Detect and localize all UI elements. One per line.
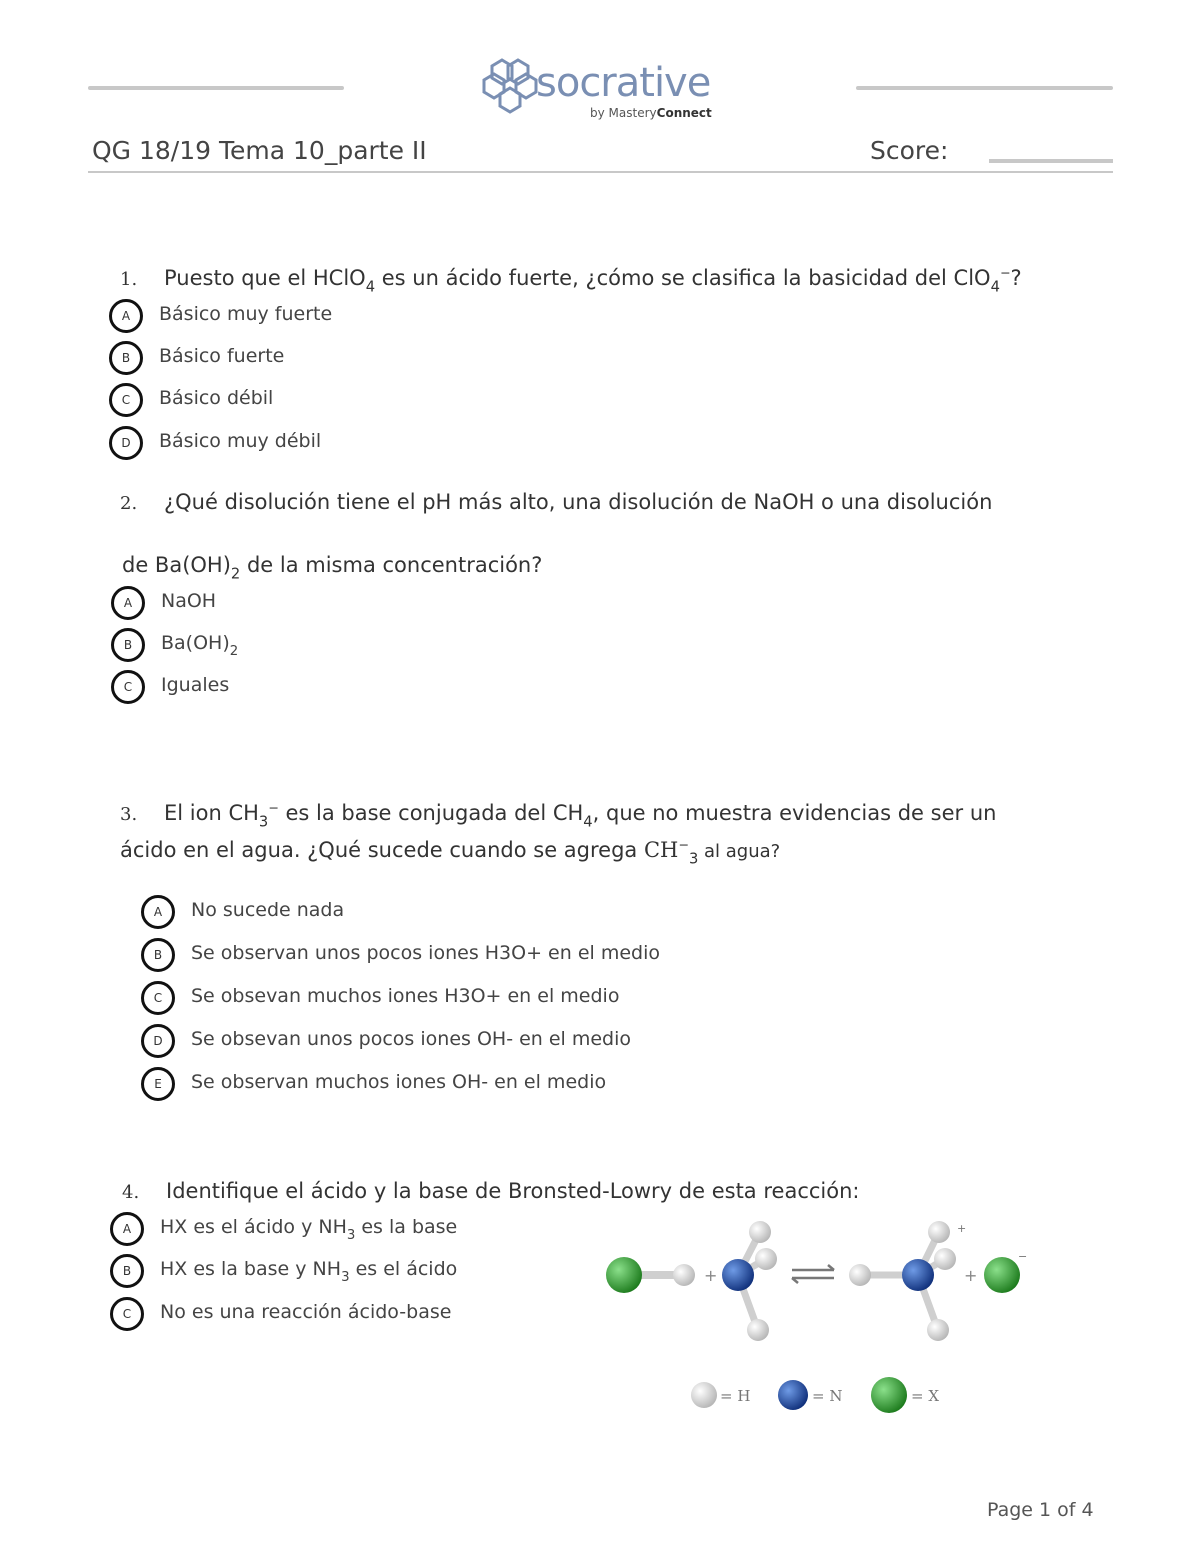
option-circle[interactable]: C: [109, 383, 143, 417]
plus-sign: +: [704, 1266, 718, 1285]
option-circle[interactable]: A: [110, 1212, 144, 1246]
legend-x-label: = X: [911, 1387, 940, 1405]
h-atom: [673, 1264, 695, 1286]
option-circle[interactable]: D: [109, 426, 143, 460]
option-circle[interactable]: E: [141, 1067, 175, 1101]
legend-x-atom: [871, 1377, 907, 1413]
option-circle[interactable]: A: [109, 299, 143, 333]
nh3-molecule: [722, 1221, 777, 1341]
legend-n-label: = N: [812, 1387, 843, 1405]
question-1: 1. Puesto que el HClO$_4$ es un ácido fuerte, ¿cómo se clasifica la basicidad del ClO$_4$−?: [120, 265, 1022, 296]
question-2-line1: 2. ¿Qué disolución tiene el pH más alto, una disolución de NaOH o una disolución: [120, 490, 993, 514]
option-circle[interactable]: B: [111, 628, 145, 662]
quiz-title: QG 18/19 Tema 10_parte II: [92, 136, 427, 165]
diagram-legend: [691, 1377, 939, 1413]
plus-sign-2: +: [964, 1266, 978, 1285]
reaction-diagram: [596, 1212, 1036, 1422]
question-4: 4. Identifique el ácido y la base de Bronsted-Lowry de esta reacción:: [122, 1179, 860, 1203]
brand-wordmark: socrative: [536, 60, 711, 106]
question-3-line2: ácido en el agua. ¿Qué sucede cuando se agrega $CH^-_3$ al agua?: [120, 837, 781, 868]
option-circle[interactable]: A: [141, 895, 175, 929]
nh4-ion: [849, 1221, 966, 1341]
negative-charge: −: [1018, 1250, 1028, 1263]
option-circle[interactable]: B: [141, 938, 175, 972]
header-left-rule: [88, 86, 344, 90]
legend-h-atom: [691, 1382, 717, 1408]
option-circle[interactable]: C: [110, 1297, 144, 1331]
option-circle[interactable]: B: [110, 1254, 144, 1288]
header-divider: [88, 171, 1113, 173]
score-label: Score:: [870, 136, 949, 165]
legend-n-atom: [778, 1380, 808, 1410]
socrative-logo: [482, 56, 722, 124]
hx-molecule: [606, 1257, 695, 1293]
page-number: Page 1 of 4: [987, 1499, 1094, 1521]
option-circle[interactable]: A: [111, 586, 145, 620]
hexagon-logo-icon: [482, 56, 538, 118]
positive-charge: +: [957, 1222, 967, 1235]
score-blank: [989, 159, 1113, 163]
option-circle[interactable]: C: [141, 981, 175, 1015]
question-3-line1: 3. El ion $CH_3^-$ es la base conjugada del $CH_4$, que no muestra evidencias de ser un: [120, 800, 997, 831]
n-atom: [722, 1259, 754, 1291]
legend-h-label: = H: [720, 1387, 751, 1405]
question-2-line2: de $Ba(OH)_2$ de la misma concentración?: [122, 553, 543, 583]
x-atom: [606, 1257, 642, 1293]
brand-byline: by MasteryConnect: [590, 106, 712, 120]
option-circle[interactable]: C: [111, 670, 145, 704]
equilibrium-arrow-icon: [792, 1265, 834, 1283]
x-ion: [984, 1250, 1027, 1293]
option-circle[interactable]: B: [109, 341, 143, 375]
header-right-rule: [856, 86, 1113, 90]
option-circle[interactable]: D: [141, 1024, 175, 1058]
